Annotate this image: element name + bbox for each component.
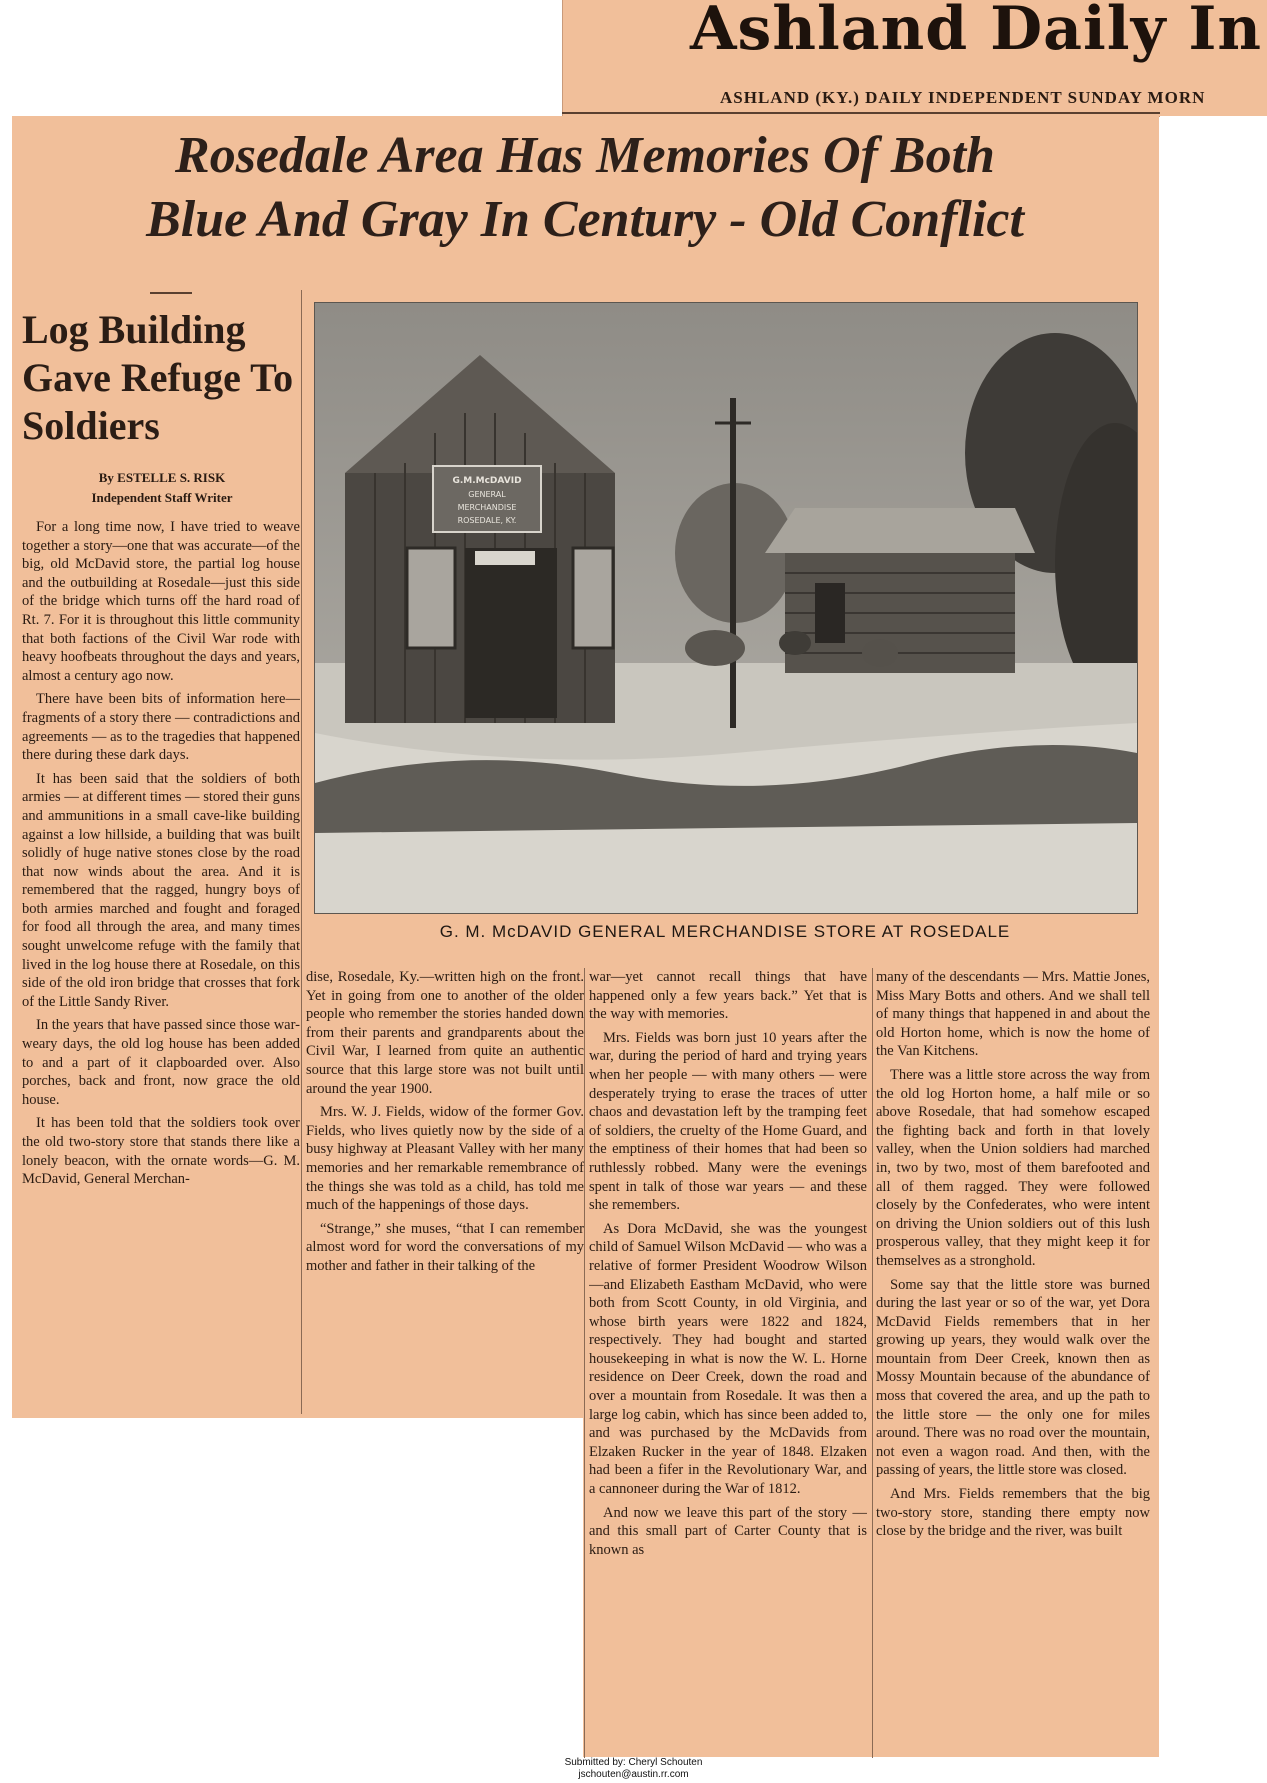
article-column-4 bbox=[876, 968, 1150, 1754]
photo-caption: G. M. McDAVID GENERAL MERCHANDISE STORE AT ROSEDALE bbox=[439, 922, 1011, 941]
paragraph: Mrs. W. J. Fields, widow of the former Gov. Fields, who lives quietly now by the side of a busy highway at Pleasant Valley with her many memories and her remarkable remembrance of the things she was told as a child, has told me much of the happenings of those days. bbox=[306, 1104, 584, 1214]
submitter-email: jschouten@austin.rr.com bbox=[578, 1769, 689, 1780]
paragraph: “Strange,” she muses, “that I can remember almost word for word the conversations of my mother and father in their talking of the bbox=[306, 1220, 584, 1274]
svg-text:G.M.McDAVID: G.M.McDAVID bbox=[452, 476, 522, 486]
submitted-by: Submitted by: Cheryl Schouten bbox=[564, 1757, 703, 1768]
column-rule-3 bbox=[872, 968, 873, 1758]
paragraph: And now we leave this part of the story — and this small part of Carter County that is known as bbox=[589, 1504, 867, 1558]
store-photograph bbox=[314, 302, 1138, 914]
paragraph: many of the descendants — Mrs. Mattie Jones, Miss Mary Botts and others. And we shall tell of many things that happened in and about the old Horton home, which is now the home of the Van Kitchens. bbox=[876, 969, 1150, 1060]
article-headline bbox=[20, 124, 1150, 252]
article-column-3 bbox=[589, 968, 867, 1754]
article-subhead: Log Building Gave Refuge To Soldiers bbox=[22, 307, 294, 448]
byline: By ESTELLE S. RISK bbox=[98, 470, 226, 485]
headline-line-2: Blue And Gray In Century - Old Conflict bbox=[146, 191, 1024, 248]
svg-text:GENERAL: GENERAL bbox=[468, 490, 506, 499]
headline-line-1: Rosedale Area Has Memories Of Both bbox=[175, 127, 995, 184]
byline-role: Independent Staff Writer bbox=[91, 490, 233, 505]
scan-margin bbox=[1160, 116, 1267, 1783]
article-column-1 bbox=[22, 518, 300, 1418]
paragraph: In the years that have passed since those war-weary days, the old log house has been added to and a part of it clapboarded over. Also porches, back and front, now grace the old house. bbox=[22, 1017, 300, 1108]
paragraph: There have been bits of information here—fragments of a story there — contradictions and agreements — as to the tragedies that happened there during these dark days. bbox=[22, 691, 300, 764]
paragraph: As Dora McDavid, she was the youngest child of Samuel Wilson McDavid — who was a relative of former President Woodrow Wilson —and Elizabeth Eastham McDavid, who were both from Scott County, in old Virginia, and whose birth years were 1822 and 1824, respectively. They had bought and started housekeeping in what is now the W. L. Horne residence on Deer Creek, down the road and over a mountain from Rosedale. It was then a large log cabin, which has since been added to, and was purchased by the McDavids from Elzaken Rucker in the year of 1848. Elzaken had been a fifer in the Revolutionary War, and a cannoneer during the War of 1812. bbox=[589, 1220, 867, 1498]
article-column-2 bbox=[306, 968, 584, 1408]
masthead-rule bbox=[562, 112, 1160, 114]
paragraph: For a long time now, I have tried to weave together a story—one that was accurate—of the big, old McDavid store, the partial log house and the outbuilding at Rosedale—just this side of the bridge which turns off the hard road of Rt. 7. For it is throughout this little community that both factions of the Civil War rode with heavy hoofbeats throughout the days and years, almost a century ago now. bbox=[22, 519, 300, 684]
paragraph: Mrs. Fields was born just 10 years after the war, during the period of hard and trying years when her people — with many others — were desperately trying to erase the traces of utter chaos and devastation left by the tramping feet of soldiers, the cruelty of the Home Guard, and the emptiness of their homes that had been so ruthlessly robbed. Many were the evenings spent in talk of those war years — and these she remembers. bbox=[589, 1029, 867, 1214]
column-rule-1 bbox=[301, 290, 302, 1414]
paragraph: war—yet cannot recall things that have happened only a few years back.” Yet that is the way with memories. bbox=[589, 969, 867, 1023]
newspaper-nameplate: Ashland Daily In bbox=[690, 0, 1263, 64]
paragraph: dise, Rosedale, Ky.—written high on the front. Yet in going from one to another of the older people who remember the stories handed down from their parents and grandparents about the Civil War, I learned from quite an authentic source that this large store was not built until around the year 1900. bbox=[306, 969, 584, 1097]
paragraph: And Mrs. Fields remembers that the big two-story store, standing there empty now close by the bridge and the river, was built bbox=[876, 1486, 1150, 1540]
column-rule-2 bbox=[584, 968, 585, 1758]
headline-divider bbox=[150, 292, 192, 294]
svg-text:MERCHANDISE: MERCHANDISE bbox=[457, 503, 517, 512]
photo-illustration bbox=[315, 303, 1137, 913]
paragraph: There was a little store across the way from the old log Horton home, a half mile or so above Rosedale, that had somehow escaped the fighting back and forth in that lovely valley, when the Union soldiers had marched in, two by two, most of them barefooted and all of them ragged. They were followed closely by the Confederates, who were intent on driving the Union soldiers out of this lush prosperous valley, that they might keep it for themselves as a stronghold. bbox=[876, 1066, 1150, 1269]
newspaper-dateline: ASHLAND (KY.) DAILY INDEPENDENT SUNDAY MORN bbox=[720, 88, 1206, 107]
paragraph: It has been told that the soldiers took over the old two-story store that stands there like a lonely beacon, with the ornate words—G. M. McDavid, General Merchan- bbox=[22, 1115, 300, 1188]
paragraph: Some say that the little store was burned during the last year or so of the war, yet Dora McDavid Fields remembers that in her growing up years, they would walk over the mountain from Deer Creek, known then as Mossy Mountain because of the abundance of moss that covered the area, and up the path to the little store — the only one for miles around. There was no road over the mountain, not even a wagon road. And then, with the passing of years, the little store was closed. bbox=[876, 1276, 1150, 1479]
svg-text:ROSEDALE, KY.: ROSEDALE, KY. bbox=[457, 516, 517, 525]
paragraph: It has been said that the soldiers of both armies — at different times — stored their guns and ammunitions in a small cave-like building against a low hillside, a building that was built solidly of huge native stones close by the road that now winds about the area. And it is remembered that the ragged, hungry boys of both armies marched and fought and foraged for food all through the area, and many times sought unwelcome refuge with the family that lived in the log house there at Rosedale, on this side of the old iron bridge that crosses that fork of the Little Sandy River. bbox=[22, 770, 300, 1010]
